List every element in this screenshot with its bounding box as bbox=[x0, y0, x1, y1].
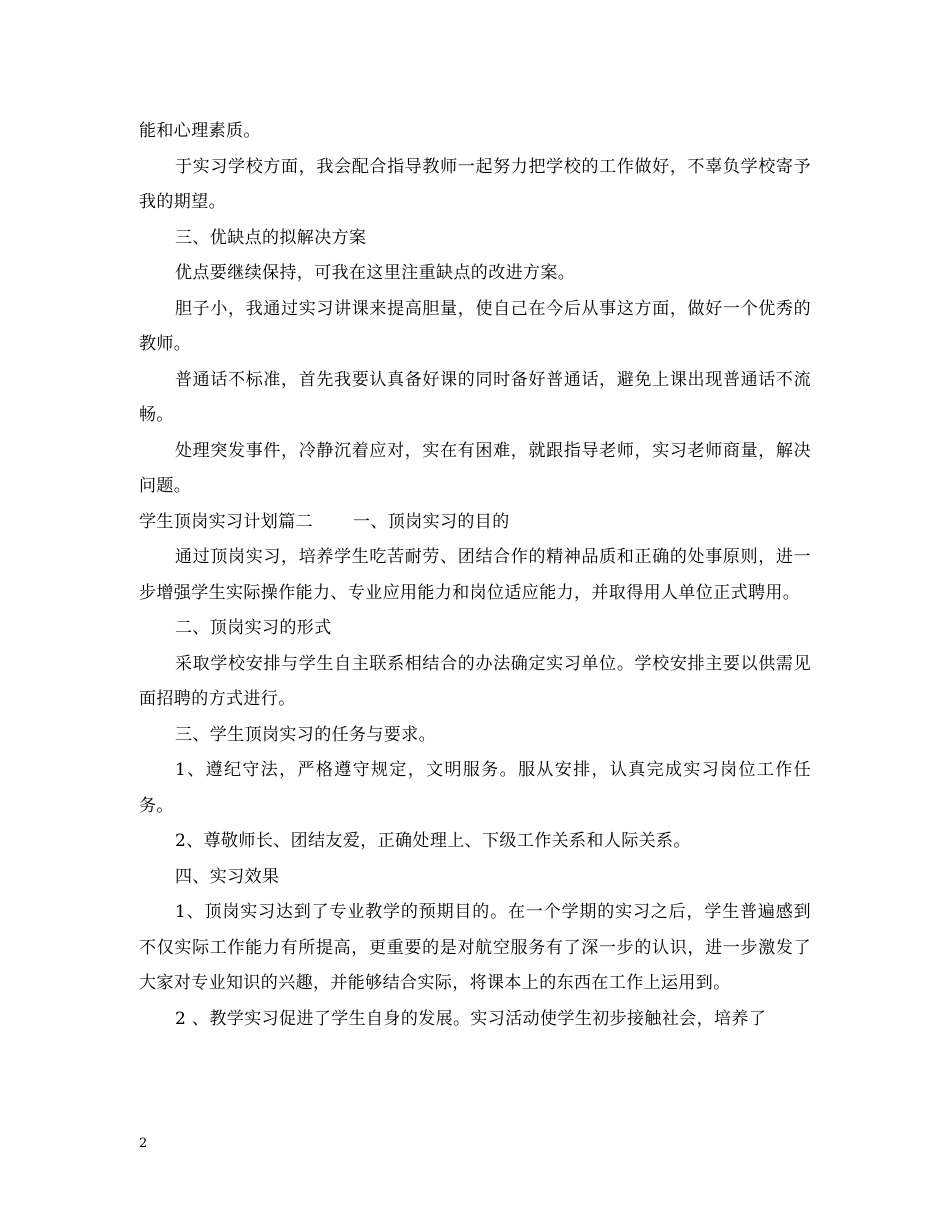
list-item: 2 、教学实习促进了学生自身的发展。实习活动使学生初步接触社会，培养了 bbox=[175, 1008, 767, 1029]
paragraph: 于实习学校方面，我会配合指导教师一起努力把学校的工作做好，不辜负学校寄予我的期望。 bbox=[139, 156, 811, 212]
paragraph: 通过顶岗实习，培养学生吃苦耐劳、团结合作的精神品质和正确的处事原则，进一步增强学生实际操作能力、专业应用能力和岗位适应能力，并取得用人单位正式聘用。 bbox=[139, 547, 811, 603]
paragraph: 胆子小，我通过实习讲课来提高胆量，使自己在今后从事这方面，做好一个优秀的教师。 bbox=[139, 298, 811, 354]
paragraph: 普通话不标准，首先我要认真备好课的同时备好普通话，避免上课出现普通话不流畅。 bbox=[139, 369, 811, 425]
section-heading: 一、顶岗实习的目的 bbox=[353, 511, 510, 532]
section-heading: 三、学生顶岗实习的任务与要求。 bbox=[175, 724, 436, 745]
page-number: 2 bbox=[139, 1136, 148, 1151]
list-item: 1、顶岗实习达到了专业教学的预期目的。在一个学期的实习之后，学生普遍感到不仅实际工作能力有所提高，更重要的是对航空服务有了深一步的认识，进一步激发了大家对专业知识的兴趣，并能够结合实际，将课本上的东西在工作上运用到。 bbox=[139, 902, 811, 993]
paragraph: 优点要继续保持，可我在这里注重缺点的改进方案。 bbox=[175, 263, 576, 283]
section-heading: 二、顶岗实习的形式 bbox=[175, 618, 332, 638]
paragraph: 能和心理素质。 bbox=[139, 121, 261, 141]
paragraph: 处理突发事件，冷静沉着应对，实在有困难，就跟指导老师，实习老师商量，解决问题。 bbox=[139, 440, 811, 496]
list-item: 2、尊敬师长、团结友爱，正确处理上、下级工作关系和人际关系。 bbox=[175, 831, 691, 851]
list-item: 1、遵纪守法，严格遵守规定，文明服务。服从安排，认真完成实习岗位工作任务。 bbox=[139, 760, 811, 816]
paragraph: 采取学校安排与学生自主联系相结合的办法确定实习单位。学校安排主要以供需见面招聘的方式进行。 bbox=[139, 653, 811, 709]
section-heading: 三、优缺点的拟解决方案 bbox=[175, 227, 367, 248]
section-heading: 四、实习效果 bbox=[175, 866, 280, 887]
document-body bbox=[139, 114, 811, 1037]
section-title: 学生顶岗实习计划篇二 bbox=[139, 511, 313, 532]
section-title-line bbox=[139, 505, 811, 541]
